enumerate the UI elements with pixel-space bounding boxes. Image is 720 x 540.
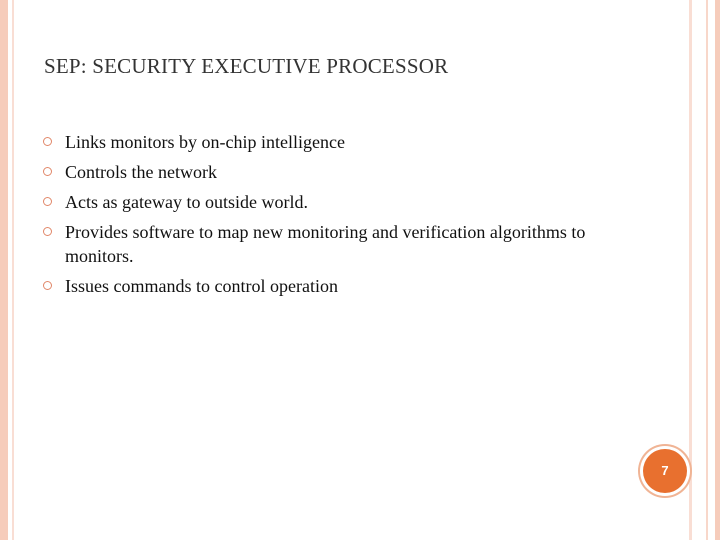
bullet-circle-icon <box>43 197 52 206</box>
left-decorative-line <box>12 0 14 540</box>
bullet-item <box>42 220 602 268</box>
bullet-item <box>42 274 602 298</box>
page-number-badge: 7 <box>643 449 687 493</box>
bullet-text: Issues commands to control operation <box>65 276 338 296</box>
bullet-text: Controls the network <box>65 162 217 182</box>
bullet-circle-icon <box>43 167 52 176</box>
bullet-circle-icon <box>43 137 52 146</box>
bullet-text: Acts as gateway to outside world. <box>65 192 308 212</box>
right-decorative-line-inner <box>689 0 692 540</box>
bullet-item <box>42 130 602 154</box>
bullet-circle-icon <box>43 227 52 236</box>
bullet-list <box>42 130 602 304</box>
left-decorative-border <box>0 0 8 540</box>
bullet-item <box>42 190 602 214</box>
right-decorative-border <box>715 0 720 540</box>
bullet-item <box>42 160 602 184</box>
bullet-circle-icon <box>43 281 52 290</box>
bullet-text: Provides software to map new monitoring and verification algorithms to monitors. <box>65 222 586 266</box>
slide-title: SEP: SECURITY EXECUTIVE PROCESSOR <box>44 54 449 78</box>
bullet-text: Links monitors by on-chip intelligence <box>65 132 345 152</box>
right-decorative-line-mid <box>706 0 708 540</box>
